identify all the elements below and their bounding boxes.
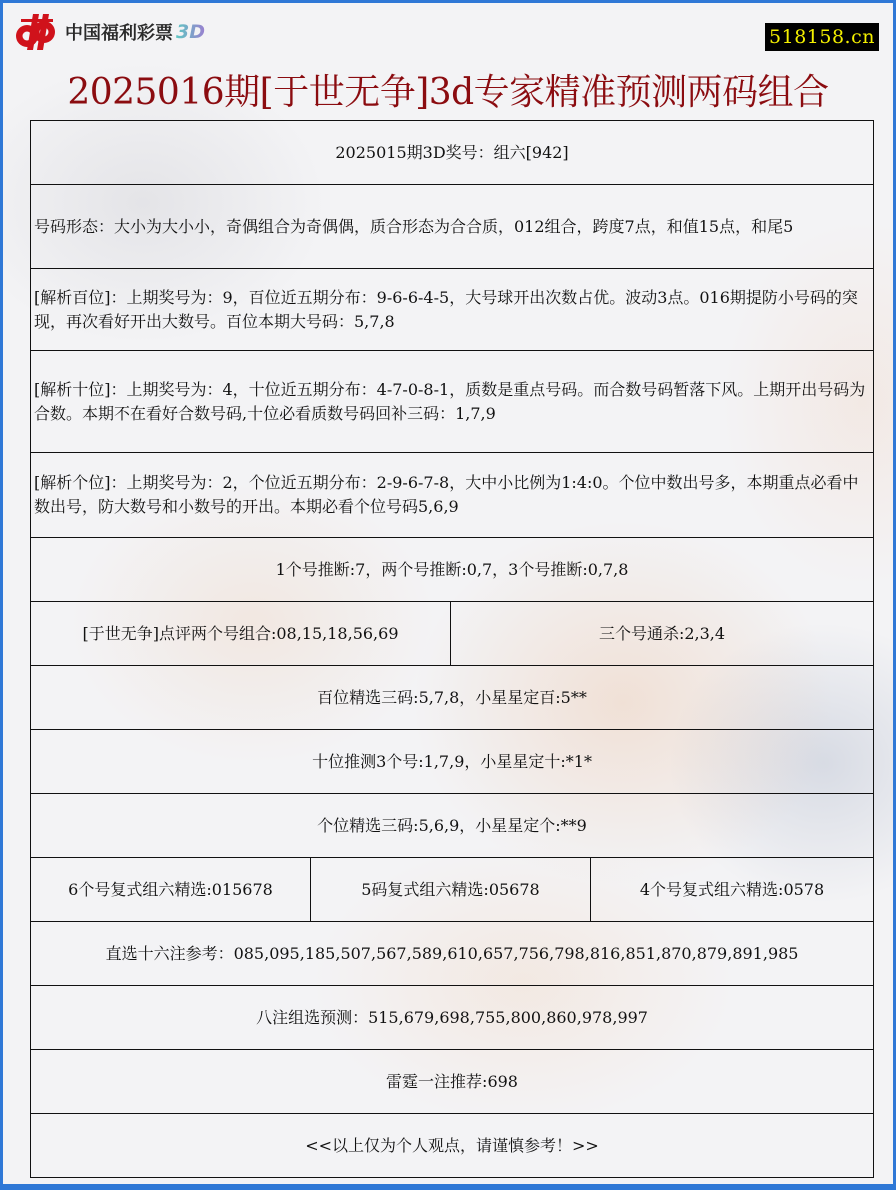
kill-three-cell: 三个号通杀:2,3,4 bbox=[451, 602, 874, 666]
hundreds-pick-cell: 百位精选三码:5,7,8，小星星定百:5** bbox=[31, 666, 874, 730]
number-inference-cell: 1个号推断:7，两个号推断:0,7，3个号推断:0,7,8 bbox=[31, 538, 874, 602]
tens-analysis-cell: [解析十位]：上期奖号为：4，十位近五期分布：4-7-0-8-1，质数是重点号码。而合数号码暂落下风。上期开出号码为合数。本期不在看好合数号码,十位必看质数号码回补三码：1,7,9 bbox=[31, 351, 874, 453]
table-row bbox=[31, 922, 874, 986]
welfare-lottery-logo-icon bbox=[13, 12, 59, 52]
compound-4-cell: 4个号复式组六精选:0578 bbox=[591, 858, 874, 922]
units-pick-cell: 个位精选三码:5,6,9，小星星定个:**9 bbox=[31, 794, 874, 858]
tens-pick-cell: 十位推测3个号:1,7,9，小星星定十:*1* bbox=[31, 730, 874, 794]
table-row bbox=[31, 858, 874, 922]
table-row bbox=[31, 794, 874, 858]
page-frame bbox=[3, 3, 893, 1184]
group-8-cell: 八注组选预测：515,679,698,755,800,860,978,997 bbox=[31, 986, 874, 1050]
table-row bbox=[31, 453, 874, 538]
direct-16-cell: 直选十六注参考：085,095,185,507,567,589,610,657,756,798,816,851,870,879,891,985 bbox=[31, 922, 874, 986]
logo-text: 中国福利彩票 bbox=[65, 23, 173, 44]
compound-5-cell: 5码复式组六精选:05678 bbox=[311, 858, 591, 922]
logo-3d-text: 3D bbox=[176, 21, 205, 43]
table-row bbox=[31, 538, 874, 602]
table-row bbox=[31, 269, 874, 351]
table-row bbox=[31, 185, 874, 269]
lottery-logo bbox=[13, 12, 205, 52]
last-draw-cell: 2025015期3D奖号：组六[942] bbox=[31, 121, 874, 185]
number-form-cell: 号码形态：大小为大小小，奇偶组合为奇偶偶，质合形态为合合质，012组合，跨度7点，和值15点，和尾5 bbox=[31, 185, 874, 269]
prediction-table bbox=[30, 120, 874, 1178]
compound-6-cell: 6个号复式组六精选:015678 bbox=[31, 858, 311, 922]
single-pick-cell: 雷霆一注推荐:698 bbox=[31, 1050, 874, 1114]
hundreds-analysis-cell: [解析百位]：上期奖号为：9，百位近五期分布：9-6-6-4-5，大号球开出次数占优。波动3点。016期提防小号码的突现，再次看好开出大数号。百位本期大号码：5,7,8 bbox=[31, 269, 874, 351]
table-row bbox=[31, 986, 874, 1050]
table-row bbox=[31, 666, 874, 730]
table-row bbox=[31, 730, 874, 794]
table-row bbox=[31, 602, 874, 666]
units-analysis-cell: [解析个位]：上期奖号为：2，个位近五期分布：2-9-6-7-8，大中小比例为1:4:0。个位中数出号多，本期重点必看中数出号，防大数号和小数号的开出。本期必看个位号码5,6,9 bbox=[31, 453, 874, 538]
table-row bbox=[31, 121, 874, 185]
table-row bbox=[31, 1114, 874, 1178]
two-combo-cell: [于世无争]点评两个号组合:08,15,18,56,69 bbox=[31, 602, 451, 666]
page-title: 2025016期[于世无争]3d专家精准预测两码组合 bbox=[67, 72, 829, 113]
site-badge: 518158.cn bbox=[765, 23, 879, 51]
table-row bbox=[31, 1050, 874, 1114]
disclaimer-cell: <<以上仅为个人观点，请谨慎参考！>> bbox=[31, 1114, 874, 1178]
table-row bbox=[31, 351, 874, 453]
